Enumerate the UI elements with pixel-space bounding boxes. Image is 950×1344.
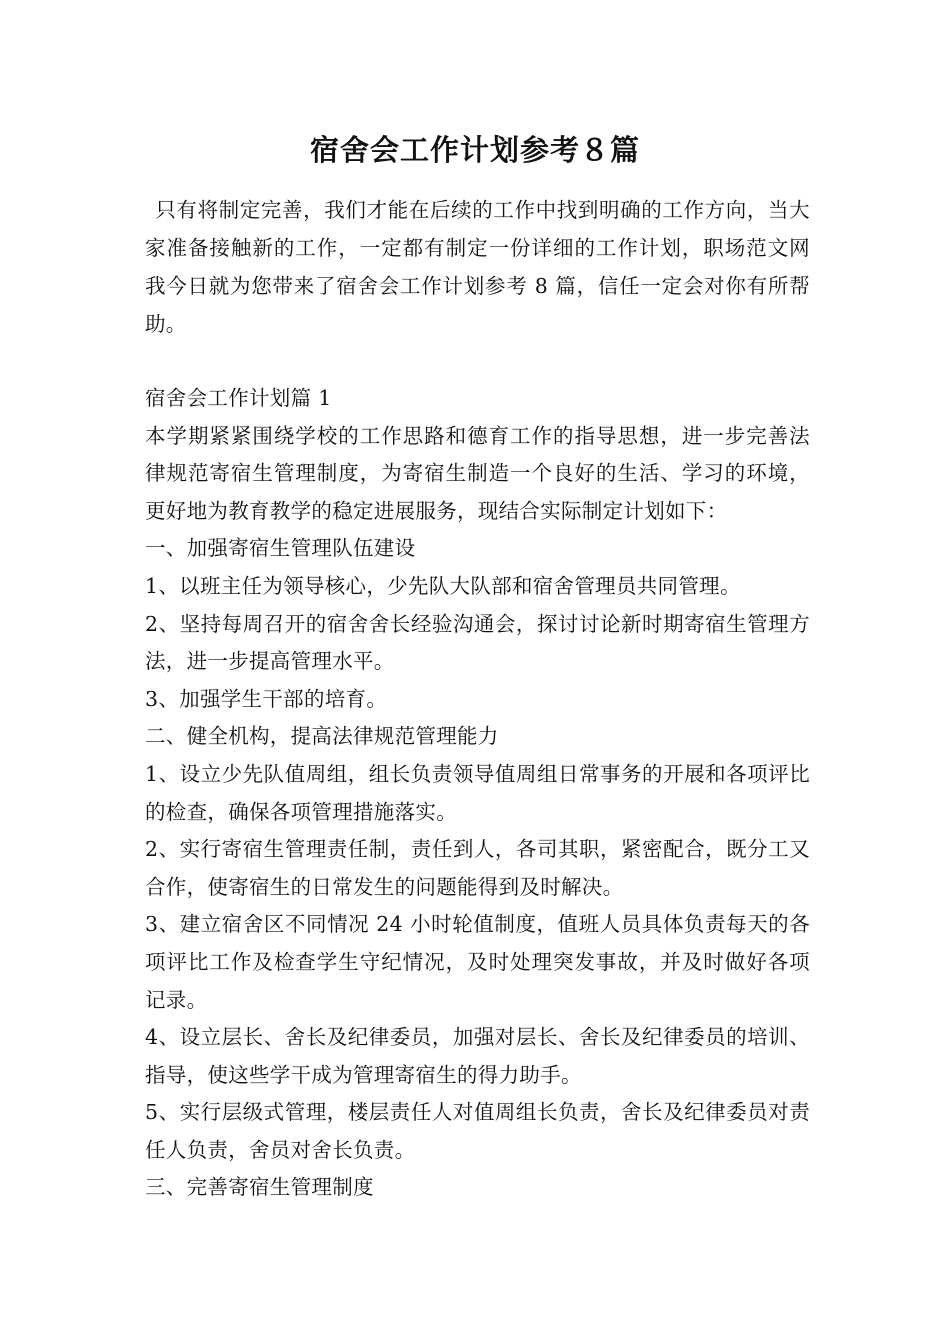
section-heading: 宿舍会工作计划篇 1 [145, 386, 332, 410]
document-title: 宿舍会工作计划参考８篇 [309, 133, 640, 167]
section-heading: 三、完善寄宿生管理制度 [145, 1175, 374, 1200]
list-item: 1、设立少先队值周组，组长负责领导值周组日常事务的开展和各项评比的检查，确保各项管理措施落实。 [145, 761, 810, 824]
list-item: 3、加强学生干部的培育。 [145, 686, 388, 711]
list-item: 1、以班主任为领导核心，少先队大队部和宿舍管理员共同管理。 [145, 573, 741, 598]
document-body [145, 380, 810, 1207]
section-heading: 二、健全机构，提高法律规范管理能力 [145, 724, 499, 749]
list-item: 4、设立层长、舍长及纪律委员，加强对层长、舍长及纪律委员的培训、指导，使这些学干成为管理寄宿生的得力助手。 [145, 1025, 810, 1087]
list-item: 2、坚持每周召开的宿舍舍长经验沟通会，探讨讨论新时期寄宿生管理方法，进一步提高管理水平。 [145, 611, 810, 674]
list-item: 5、实行层级式管理，楼层责任人对值周组长负责，舍长及纪律委员对责任人负责，舍员对舍长负责。 [145, 1100, 810, 1162]
list-item: 2、实行寄宿生管理责任制，责任到人，各司其职，紧密配合，既分工又合作，使寄宿生的日常发生的问题能得到及时解决。 [145, 837, 810, 899]
body-paragraph: 本学期紧紧围绕学校的工作思路和德育工作的指导思想，进一步完善法律规范寄宿生管理制度，为寄宿生制造一个良好的生活、学习的环境，更好地为教育教学的稳定进展服务，现结合实际制定计划如下： [145, 423, 810, 523]
intro-paragraph: 只有将制定完善，我们才能在后续的工作中找到明确的工作方向，当大家准备接触新的工作，一定都有制定一份详细的工作计划，职场范文网我今日就为您带来了宿舍会工作计划参考 8 篇，信任一定会对你有所帮助。 [145, 198, 810, 336]
list-item: 3、建立宿舍区不同情况 24 小时轮值制度，值班人员具体负责每天的各项评比工作及检查学生守纪情况，及时处理突发事故，并及时做好各项记录。 [145, 912, 810, 1012]
section-heading: 一、加强寄宿生管理队伍建设 [145, 536, 416, 561]
